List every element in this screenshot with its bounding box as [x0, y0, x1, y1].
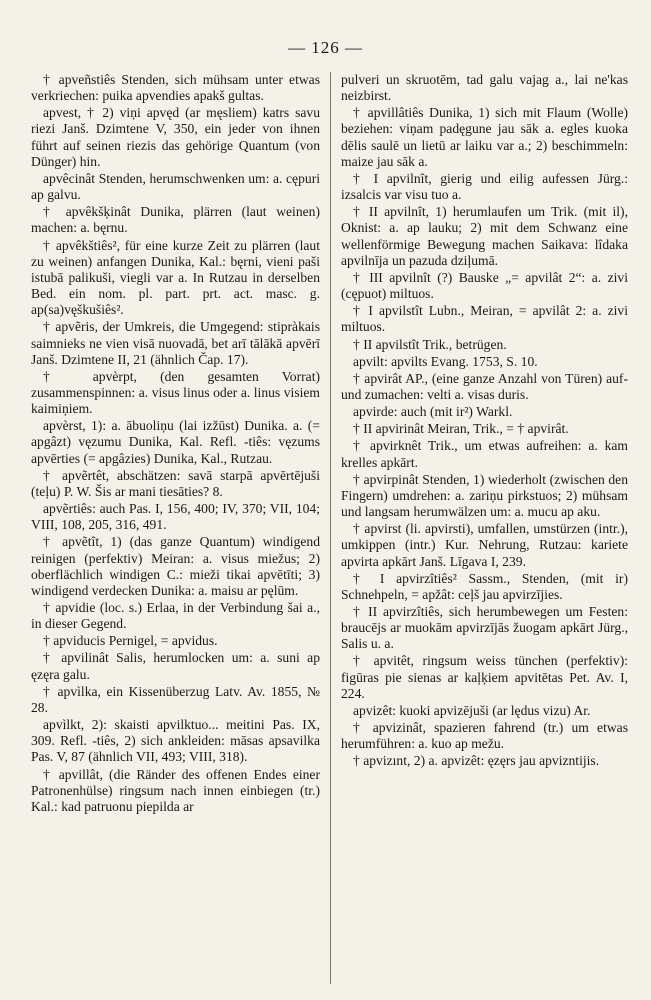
- left-column: [31, 72, 320, 987]
- dictionary-entry: † apvirât AP., (eine ganze Anzahl von Türen) auf- und zumachen: velti a. visas duris.: [341, 370, 628, 402]
- dictionary-entry: † II apvirinât Meiran, Trik., = † apvirât.: [353, 421, 569, 437]
- dictionary-entry: apvest, † 2) viņi apvęd (ar męsliem) katrs savu riezi Janš. Dzimtene V, 350, ein jeder von ihnen führt auf seinen riezis das gehörige Quantum (von Dünger) hin.: [31, 105, 320, 169]
- dictionary-entry: † apvẽtît, 1) (das ganze Quantum) windigend reinigen (perfektiv) Meiran: a. visus miežus; 2) oberflächlich windigen C.: mieži tikai apvētīti; 3) windigend verdecken Dunika: a. maisu ar pęlūm.: [31, 534, 320, 598]
- dictionary-entry: † I apvilstît Lubn., Meiran, = apvilât 2: a. zivi miltuos.: [341, 303, 628, 335]
- dictionary-entry: † apvizınt, 2) a. apvizêt: ęzęrs jau apvizntijis.: [353, 753, 600, 769]
- dictionary-entry: † apviducis Pernigel, = apvidus.: [43, 633, 218, 649]
- dictionary-entry: † I apvilnît, gierig und eilig aufessen Jürg.: izsalcis var visu tuo a.: [341, 170, 628, 203]
- dictionary-entry: † III apvilnît (?) Bauske „= apvilât 2“: a. zivi (cępuot) miltuos.: [341, 269, 628, 302]
- dictionary-entry: † II apvilnît, 1) herumlaufen um Trik. (mit il), Oknist: a. ap lauku; 2) mit dem Schwanz eine wellenförmige Bewegung machen Saikava: lîdaka apvilnīja un pazuda dziļumā.: [341, 204, 628, 268]
- dictionary-entry: † apvitêt, ringsum weiss tünchen (perfektiv): figūras pie sienas ar kaļķiem apvitētas Pet. Av. I, 224.: [341, 653, 628, 701]
- dictionary-entry: apvirde: auch (mit ir²) Warkl.: [353, 404, 513, 420]
- dictionary-entry: † apvilinât Salis, herumlocken um: a. suni ap ęzęra galu.: [31, 650, 320, 682]
- dictionary-entry: apvizêt: kuoki apvizējuši (ar lędus vizu) Ar.: [353, 702, 591, 718]
- dictionary-entry: † apvirpinât Stenden, 1) wiederholt (zwischen den Fingern) umdrehen: a. zariņu pirkstuos; 2) mühsam und langsam herumwälzen um: a. mucu ap aku.: [341, 471, 628, 520]
- dictionary-entry: † apvêkštiês², für eine kurze Zeit zu plärren (laut zu weinen) anfangen Dunika, Kal.: bęrni, vieni paši istubā palikuši, viegli var a. In Rutzau in derselben Bed. ein nom. pl. part. prt. act. masc. g. ap(sa)vęškušiês².: [31, 237, 320, 318]
- dictionary-entry: apvêcinât Stenden, herumschwenken um: a. cępuri ap galvu.: [31, 170, 320, 203]
- dictionary-entry: † II apvirzîtiês, sich herumbewegen um Festen: braucējs ar muokām apvirzījās žuogam apkārt Jürg., Salis u. a.: [341, 604, 628, 652]
- dictionary-entry: † apvìlka, ein Kissenüberzug Latv. Av. 1855, № 28.: [31, 683, 320, 715]
- dictionary-entry: † II apvilstît Trik., betrügen.: [353, 336, 507, 352]
- dictionary-entry: † apvillâtiês Dunika, 1) sich mit Flaum (Wolle) beziehen: viņam padęgune jau sāk a. egles kuoka dēlis saulē un lietū ar laiku var a.; 2) beschimmeln: maize jau sāk a.: [341, 105, 628, 169]
- dictionary-entry-continued: pulveri un skruotēm, tad galu vajag a., lai ne'kas neizbirst.: [341, 72, 628, 104]
- dictionary-entry: apvèrst, 1): a. ābuoliņu (lai izžūst) Dunika. a. (= apgâzt) vęzumu Dunika, Kal. Refl. -tiês: vęzums apvērties (= apgâzies) Dunika, Kal., Rutzau.: [31, 418, 320, 466]
- column-divider: [330, 72, 331, 984]
- page-number: — 126 —: [288, 38, 363, 57]
- dictionary-entry: apvẽrtiês: auch Pas. I, 156, 400; IV, 370; VII, 104; VIII, 108, 205, 316, 491.: [31, 501, 320, 533]
- dictionary-entry: † apvèrpt, (den gesamten Vorrat) zusammenspinnen: a. visus linus oder a. linus visiem kaimiņiem.: [31, 368, 320, 417]
- dictionary-entry: † apvizinât, spazieren fahrend (tr.) um etwas herumführen: a. kuo ap mežu.: [341, 720, 628, 752]
- dictionary-entry: apvilt: apvilts Evang. 1753, S. 10.: [353, 353, 538, 369]
- right-column: [341, 72, 628, 987]
- dictionary-entry: † apvẽris, der Umkreis, die Umgegend: stipràkais saimnieks ne vien visā nuovadā, bet arī tālākā apvērī Janš. Dzimtene II, 21 (ähnlich Čap. 17).: [31, 319, 320, 367]
- dictionary-entry: † apvêkšķinât Dunika, plärren (laut weinen) machen: a. bęrnu.: [31, 204, 320, 236]
- dictionary-entry: † apvẽrtêt, abschätzen: savā starpā apvērtējuši (teļu) P. W. Šis ar mani tiesāties? 8.: [31, 467, 320, 499]
- dictionary-entry: † apvidie (loc. s.) Erlaa, in der Verbindung šai a., in dieser Gegend.: [31, 600, 320, 632]
- dictionary-entry: apvìlkt, 2): skaisti apvilktuo... meitini Pas. IX, 309. Refl. -tiês, 2) sich ankleiden: māsas apsavilka Pas. V, 87 (ähnlich VII, 493; VIII, 318).: [31, 717, 320, 765]
- dictionary-entry: † apvirknêt Trik., um etwas aufreihen: a. kam krelles apkārt.: [341, 438, 628, 470]
- dictionary-entry: † I apvirzîtiês² Sassm., Stenden, (mit ir) Schnehpeln, = apžât: ceļš jau apvirzījies.: [341, 570, 628, 602]
- dictionary-entry: † apveñstiês Stenden, sich mühsam unter etwas verkriechen: puika apvendies apakš gultas.: [31, 72, 320, 104]
- dictionary-entry: † apvillât, (die Ränder des offenen Endes einer Patronenhülse) ringsum nach innen einbiegen (tr.) Kal.: kad patruonu piepilda ar: [31, 766, 320, 814]
- dictionary-entry: † apvirst (li. apvirsti), umfallen, umstürzen (intr.), umkippen (intr.) Kur. Nehrung, Rutzau: kariete apvirta apkārt Janš. Līgava I, 239.: [341, 521, 628, 569]
